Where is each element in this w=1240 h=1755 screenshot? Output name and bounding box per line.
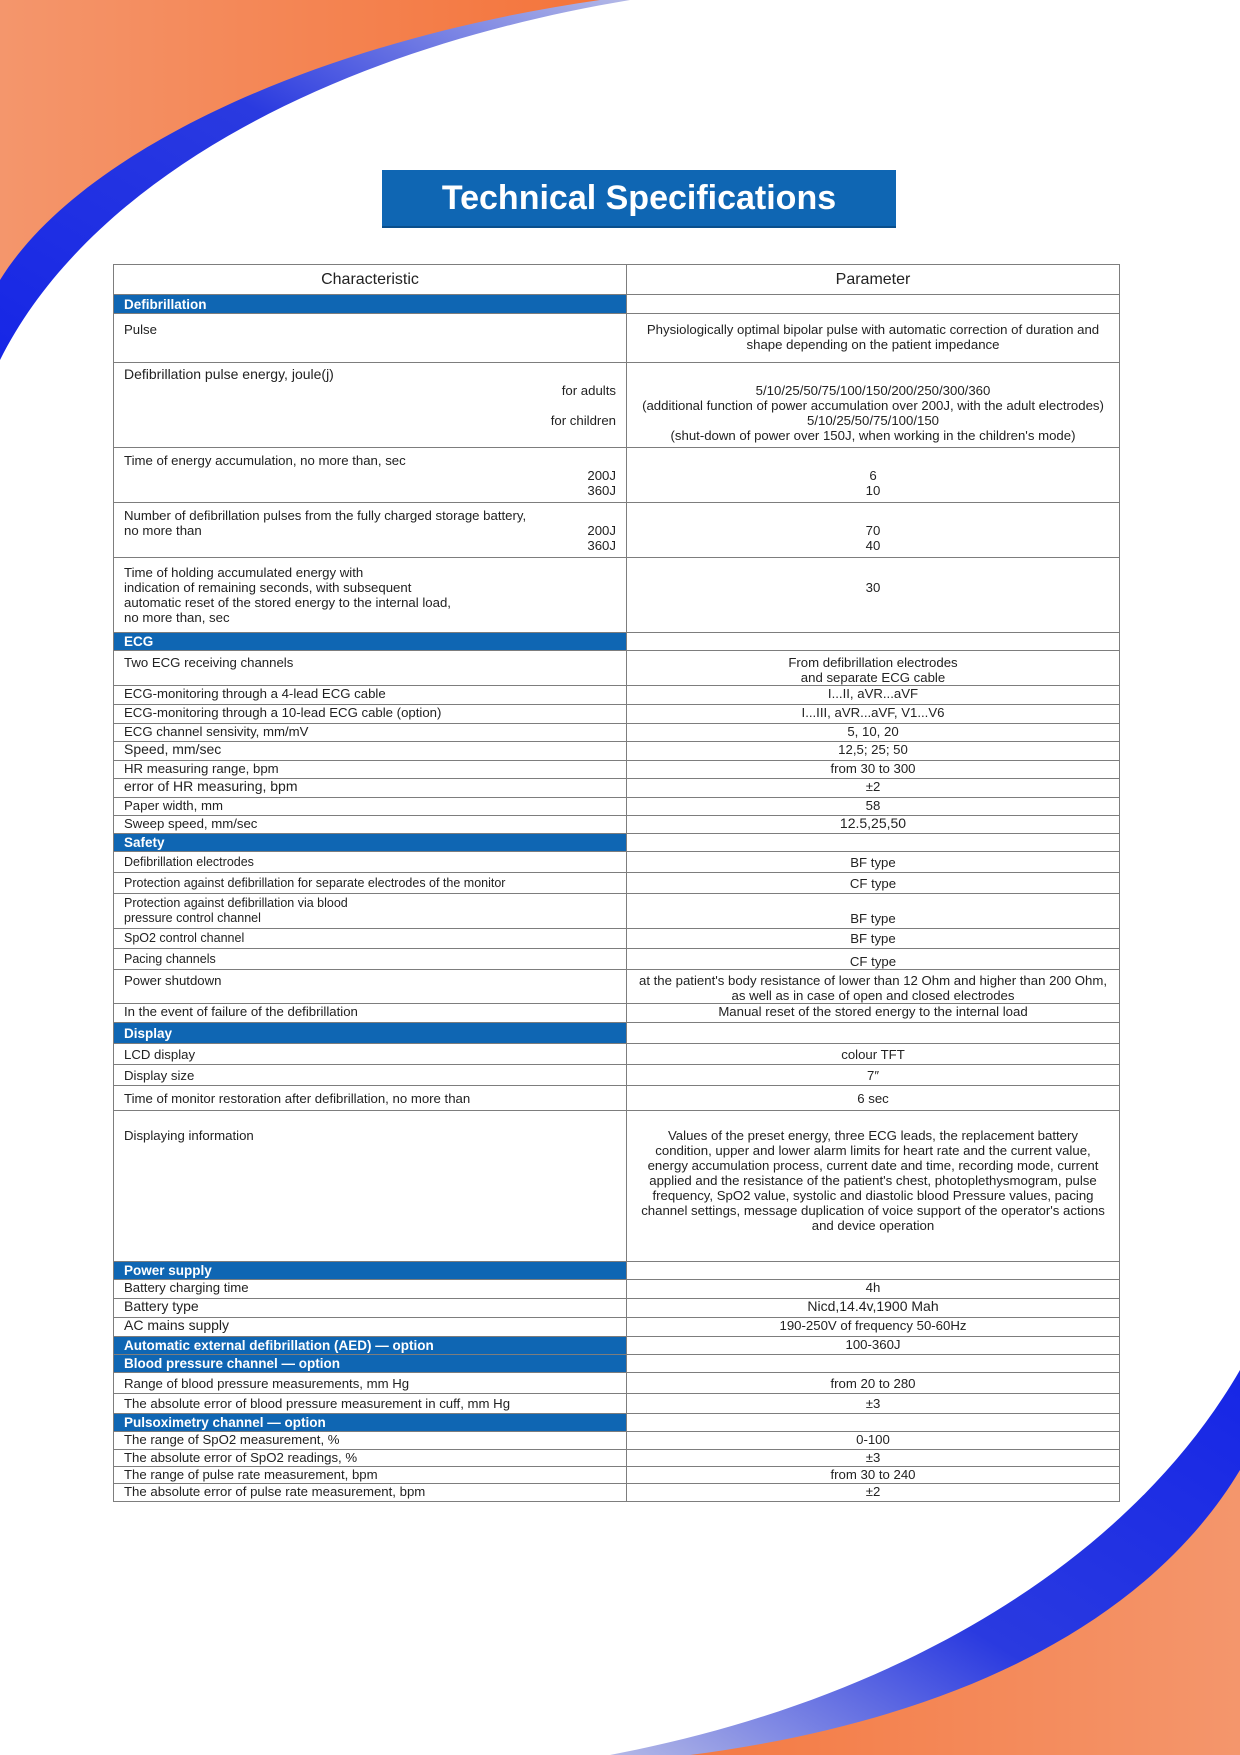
header-parameter: Parameter: [627, 265, 1120, 295]
row-value: Nicd,14.4v,1900 Mah: [627, 1299, 1120, 1318]
table-row: [114, 949, 1120, 970]
row-value: ±2: [627, 779, 1120, 798]
row-label: error of HR measuring, bpm: [114, 779, 627, 798]
section-defibrillation: Defibrillation: [114, 295, 627, 314]
row-value: from 30 to 300: [627, 761, 1120, 779]
row-value: 0-100: [627, 1432, 1120, 1450]
row-label: Pacing channels: [114, 949, 627, 970]
row-label: AC mains supply: [114, 1318, 627, 1337]
page-title: Technical Specifications: [382, 170, 896, 226]
row-label: Speed, mm/sec: [114, 742, 627, 761]
row-label: Time of energy accumulation, no more than, sec: [124, 453, 406, 468]
row-sublabel: 200J: [587, 468, 616, 483]
row-value: BF type: [627, 894, 1120, 929]
row-value: 58: [627, 798, 1120, 816]
row-label: ECG channel sensivity, mm/mV: [114, 724, 627, 742]
row-label: HR measuring range, bpm: [114, 761, 627, 779]
row-label: Number of defibrillation pulses from the fully charged storage battery,: [124, 508, 527, 523]
row-value: Values of the preset energy, three ECG leads, the replacement battery condition, upper and lower alarm limits for heart rate and the current value, energy accumulation process, current date and time, recording mode, current applied and the resistance of the patient's chest, photoplethysmogram, pulse frequency, SpO2 value, systolic and diastolic blood Pressure values, pacing channel settings, message duplication of voice support of the operator's actions and device operation: [627, 1111, 1120, 1262]
row-label: pressure control channel: [124, 911, 261, 925]
row-label: Time of monitor restoration after defibrillation, no more than: [114, 1086, 627, 1111]
section-safety: Safety: [114, 834, 627, 852]
table-row: [114, 503, 1120, 558]
row-label: The range of pulse rate measurement, bpm: [114, 1467, 627, 1484]
row-value: 190-250V of frequency 50-60Hz: [627, 1318, 1120, 1337]
row-value: from 20 to 280: [627, 1373, 1120, 1394]
table-row: [114, 970, 1120, 1004]
row-label: Defibrillation pulse energy, joule(j): [124, 366, 334, 382]
row-sublabel: 360J: [587, 538, 616, 553]
table-row: [114, 448, 1120, 503]
section-row: [114, 834, 1120, 852]
row-value: ±3: [627, 1394, 1120, 1414]
table-row: [114, 1432, 1120, 1450]
table-row: [114, 894, 1120, 929]
row-sublabel: 360J: [587, 483, 616, 498]
row-value: I...III, aVR...aVF, V1...V6: [627, 705, 1120, 724]
row-value: ±3: [627, 1450, 1120, 1467]
row-label: ECG-monitoring through a 4-lead ECG cable: [114, 686, 627, 705]
section-row: [114, 1262, 1120, 1280]
table-row: [114, 1065, 1120, 1086]
row-label: In the event of failure of the defibrillation: [114, 1004, 627, 1023]
table-row: [114, 1044, 1120, 1065]
row-value: ±2: [627, 1484, 1120, 1502]
row-value: at the patient's body resistance of lower than 12 Ohm and higher than 200 Ohm,: [638, 973, 1108, 988]
row-value-note: (additional function of power accumulation over 200J, with the adult electrodes): [642, 398, 1104, 413]
row-label: Time of holding accumulated energy with: [124, 565, 364, 580]
row-value: 5/10/25/50/75/100/150: [807, 413, 939, 428]
row-value: from 30 to 240: [627, 1467, 1120, 1484]
section-row: [114, 633, 1120, 651]
table-row: [114, 873, 1120, 894]
row-value: 5, 10, 20: [627, 724, 1120, 742]
row-value: From defibrillation electrodes: [788, 655, 958, 670]
row-sublabel: 200J: [587, 523, 616, 538]
row-value: CF type: [627, 873, 1120, 894]
table-row: [114, 742, 1120, 761]
row-value: 100-360J: [627, 1337, 1120, 1355]
row-value: as well as in case of open and closed electrodes: [731, 988, 1015, 1003]
row-value: and separate ECG cable: [800, 670, 946, 685]
table-row: [114, 779, 1120, 798]
table-row: [114, 852, 1120, 873]
row-value: BF type: [627, 929, 1120, 949]
section-row: [114, 295, 1120, 314]
row-label: automatic reset of the stored energy to the internal load,: [124, 595, 451, 610]
table-row: [114, 761, 1120, 779]
row-value: 4h: [627, 1280, 1120, 1299]
header-characteristic: Characteristic: [114, 265, 627, 295]
row-label: LCD display: [114, 1044, 627, 1065]
row-label: Power shutdown: [114, 970, 627, 1004]
section-row: [114, 1355, 1120, 1373]
row-value: 10: [865, 483, 881, 498]
row-value: 30: [627, 558, 1120, 633]
table-row: [114, 929, 1120, 949]
row-label: Range of blood pressure measurements, mm Hg: [114, 1373, 627, 1394]
section-row: [114, 1023, 1120, 1044]
row-label: The absolute error of SpO2 readings, %: [114, 1450, 627, 1467]
row-label: Displaying information: [114, 1111, 627, 1262]
table-row: [114, 1299, 1120, 1318]
table-row: [114, 798, 1120, 816]
table-row: [114, 1004, 1120, 1023]
row-value-note: (shut-down of power over 150J, when working in the children's mode): [670, 428, 1076, 443]
table-row: [114, 1373, 1120, 1394]
row-label: The absolute error of blood pressure measurement in cuff, mm Hg: [114, 1394, 627, 1414]
row-label: Battery charging time: [114, 1280, 627, 1299]
row-value: 40: [865, 538, 881, 553]
row-label: no more than, sec: [124, 610, 230, 625]
row-sublabel: for children: [550, 413, 616, 428]
row-label: Defibrillation electrodes: [114, 852, 627, 873]
table-row: [114, 1086, 1120, 1111]
section-pulsoximetry: Pulsoximetry channel — option: [114, 1414, 627, 1432]
row-value: 6 sec: [627, 1086, 1120, 1111]
row-label: Protection against defibrillation via blood: [124, 896, 348, 910]
section-ecg: ECG: [114, 633, 627, 651]
table-row: [114, 1111, 1120, 1262]
section-blood-pressure: Blood pressure channel — option: [114, 1355, 627, 1373]
section-aed: Automatic external defibrillation (AED) — option: [114, 1337, 627, 1355]
row-value: 70: [865, 523, 881, 538]
row-value: Manual reset of the stored energy to the internal load: [627, 1004, 1120, 1023]
row-value: 7″: [627, 1065, 1120, 1086]
table-row: [114, 1467, 1120, 1484]
table-row: [114, 651, 1120, 686]
row-label: Protection against defibrillation for separate electrodes of the monitor: [114, 873, 627, 894]
row-value: 12.5,25,50: [627, 816, 1120, 834]
table-header: [114, 265, 1120, 295]
row-label: Sweep speed, mm/sec: [114, 816, 627, 834]
row-label: The absolute error of pulse rate measurement, bpm: [114, 1484, 627, 1502]
table-row: [114, 686, 1120, 705]
table-row: [114, 1318, 1120, 1337]
row-value: colour TFT: [627, 1044, 1120, 1065]
row-sublabel: for adults: [561, 383, 616, 398]
section-display: Display: [114, 1023, 627, 1044]
table-row: [114, 1280, 1120, 1299]
table-row: [114, 724, 1120, 742]
row-label: indication of remaining seconds, with subsequent: [124, 580, 412, 595]
row-value: 6: [869, 468, 877, 483]
section-row: [114, 1337, 1120, 1355]
row-value: BF type: [627, 852, 1120, 873]
section-power-supply: Power supply: [114, 1262, 627, 1280]
table-row: [114, 1450, 1120, 1467]
row-value: 5/10/25/50/75/100/150/200/250/300/360: [755, 383, 991, 398]
table-row: [114, 816, 1120, 834]
row-value: CF type: [627, 949, 1120, 970]
table-row: [114, 1484, 1120, 1502]
section-row: [114, 1414, 1120, 1432]
table-row: [114, 363, 1120, 448]
row-label: Two ECG receiving channels: [114, 651, 627, 686]
spec-table: [113, 264, 1120, 1502]
row-label: Display size: [114, 1065, 627, 1086]
table-row: [114, 705, 1120, 724]
row-label: SpO2 control channel: [114, 929, 627, 949]
row-label: no more than: [124, 523, 202, 538]
row-value: 12,5; 25; 50: [627, 742, 1120, 761]
row-value: I...II, aVR...aVF: [627, 686, 1120, 705]
table-row: [114, 314, 1120, 363]
row-label: The range of SpO2 measurement, %: [114, 1432, 627, 1450]
row-value: Physiologically optimal bipolar pulse with automatic correction of duration and shape depending on the patient impedance: [627, 314, 1120, 363]
row-label: Battery type: [114, 1299, 627, 1318]
row-label: Paper width, mm: [114, 798, 627, 816]
row-label: Pulse: [114, 314, 627, 363]
row-label: ECG-monitoring through a 10-lead ECG cable (option): [114, 705, 627, 724]
table-row: [114, 1394, 1120, 1414]
table-row: [114, 558, 1120, 633]
